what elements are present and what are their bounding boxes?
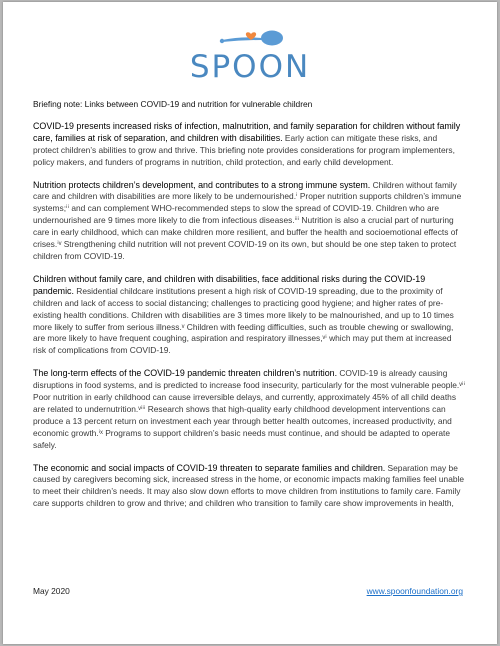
footer-website-link[interactable]: www.spoonfoundation.org [366,586,463,596]
paragraph [33,274,465,357]
paragraph-lead: Children without family care, and children with disabilities, face additional risks during the COVID-19 pandemic. [33,273,426,296]
paragraph [33,121,465,169]
footer-date: May 2020 [33,586,70,596]
paragraph-body: Early action can mitigate these risks, and protect children’s abilities to grow and thrive. This briefing note provides considerations for program implementers, policy makers, and funders of programs in nutrition, child protection, and early child development. [33,132,455,167]
logo-wordmark: SPOON [189,49,311,85]
paragraph-body: Separation may be caused by caregivers becoming sick, increased stress in the home, or economic impacts making families feel unable to meet their children’s needs. It may also slow down efforts to move children from institutions to family care. Family care supports children to grow and thrive; and children who transition to family care show improvements in health, [33,462,465,509]
paragraph-lead: COVID-19 presents increased risks of infection, malnutrition, and family separation for children without family care, families at risk of separation, and children with disabilities. [33,120,461,143]
document-title: Briefing note: Links between COVID-19 and nutrition for vulnerable children [33,99,313,109]
paragraph-body: Residential childcare institutions present a high risk of COVID-19 spreading, due to the proximity of children and lack of access to social distancing; challenges to practicing good hygiene; and higher rates of pre-existing health conditions. Children with disabilities are 3 times more likely to be malnourished, and up to 10 times more likely to suffer from serious illness.ᵛ Children with feeding difficulties, such as trouble chewing or swallowing, are more likely to have frequent coughing, aspiration and respiratory illnesses,ᵛⁱ which may put them at increased risk of complications from COVID-19. [33,285,454,356]
paragraph-lead: The long-term effects of the COVID-19 pandemic threaten children’s nutrition. [33,368,338,379]
spoon-heart-icon [218,28,288,50]
document-page [3,2,497,644]
paragraph-lead: Nutrition protects children’s development, and contributes to a strong immune system. [33,179,371,190]
paragraph [33,368,465,451]
paragraph [33,180,465,263]
spoon-logo [3,28,497,84]
paragraph-body: COVID-19 is already causing disruptions in food systems, and is predicted to increase food insecurity, particularly for the most vulnerable people.ᵛⁱⁱ Poor nutrition in early childhood can cause irreversible delays, and currently, approximately 45% of all child deaths are related to undernutrition.ᵛⁱⁱⁱ Research shows that high-quality early childhood development interventions can produce a 13 percent return on investment each year through better health outcomes, increased productivity, and economic growth.ⁱˣ Programs to support children’s basic needs must continue, and should be adapted to operate safely. [33,368,465,450]
paragraph [33,463,465,511]
briefing-content [33,99,465,521]
paragraph-body: Children without family care and children with disabilities are more likely to be undernourished.ⁱ Proper nutrition supports children’s immune systems;ⁱⁱ and can complement WHO-recommended steps to slow the spread of COVID-19. Children who are undernourished are 9 times more likely to die from infectious diseases.ⁱⁱⁱ Nutrition is also a crucial part of nurturing care in early childhood, which can make children more resilient, and buffer the health and socioemotional effects of crises.ⁱᵛ Strengthening child nutrition will not prevent COVID-19 on its own, but should be one step taken to protect children from COVID-19. [33,179,462,261]
paragraph-lead: The economic and social impacts of COVID-19 threaten to separate families and children. [33,462,386,473]
